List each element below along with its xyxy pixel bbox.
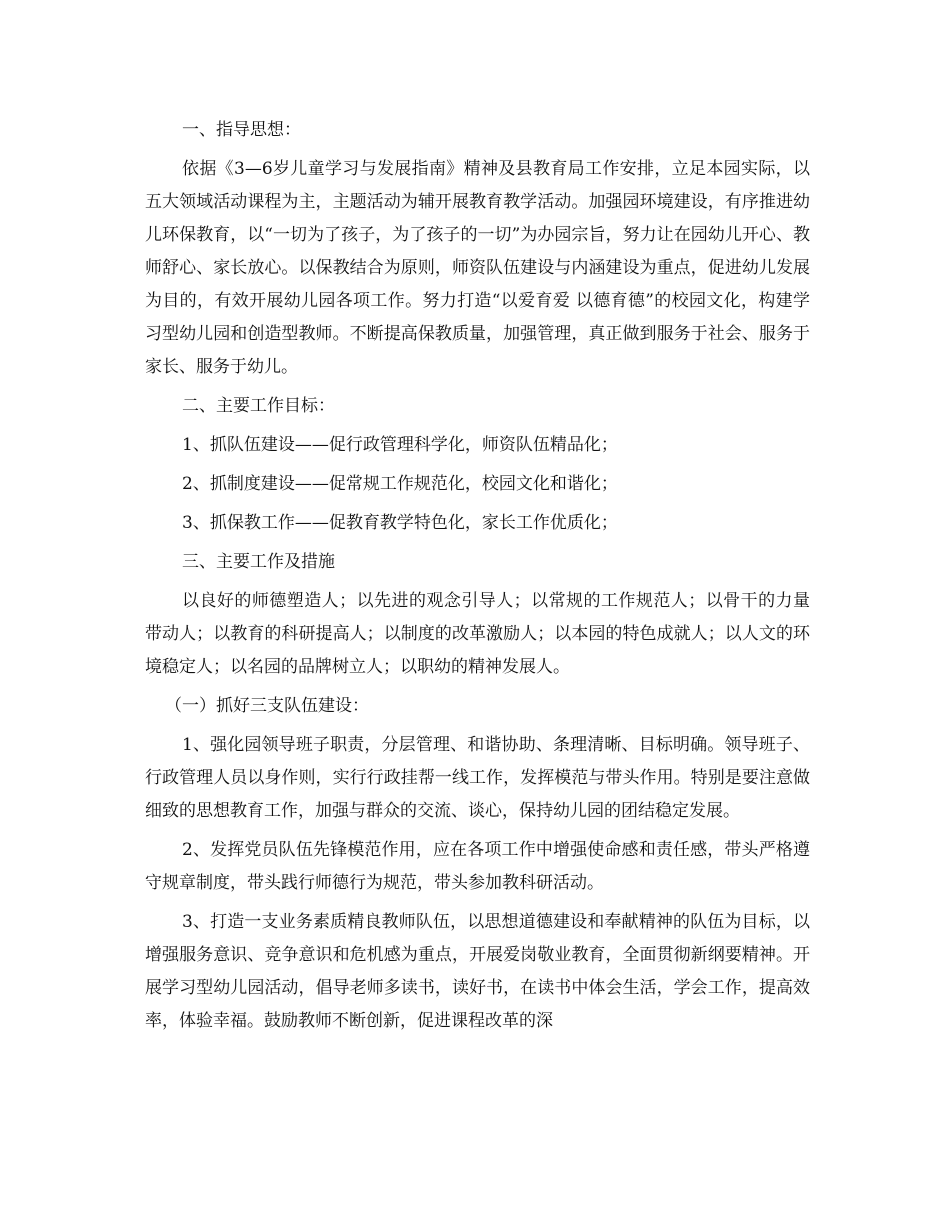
document-body — [145, 114, 810, 1038]
goal-item-3: 3、抓保教工作——促教育教学特色化，家长工作优质化； — [182, 513, 618, 533]
paragraph-principles: 以良好的师德塑造人；以先进的观念引导人；以常规的工作规范人；以骨干的力量带动人；以教育的科研提高人；以制度的改革激励人；以本园的特色成就人；以人文的环境稳定人；以名园的品牌树立人；以职幼的精神发展人。 — [145, 591, 810, 677]
section-heading-work-measures: 三、主要工作及措施 — [182, 552, 335, 572]
goal-item-2: 2、抓制度建设——促常规工作规范化，校园文化和谐化； — [182, 474, 618, 494]
section-heading-guiding-ideology: 一、指导思想： — [182, 120, 301, 140]
paragraph-party-members: 2、发挥党员队伍先锋模范作用，应在各项工作中增强使命感和责任感，带头严格遵守规章制度，带头践行师德行为规范，带头参加教科研活动。 — [145, 840, 810, 893]
paragraph-guiding-ideology: 依据《3—6岁儿童学习与发展指南》精神及县教育局工作安排，立足本园实际，以五大领域活动课程为主，主题活动为辅开展教育教学活动。加强园环境建设，有序推进幼儿环保教育，以“一切为了孩子，为了孩子的一切”为办园宗旨，努力让在园幼儿开心、教师舒心、家长放心。以保教结合为原则，师资队伍建设与内涵建设为重点，促进幼儿发展为目的，有效开展幼儿园各项工作。努力打造“以爱育爱 以德育德”的校园文化，构建学习型幼儿园和创造型教师。不断提高保教质量，加强管理，真正做到服务于社会、服务于家长、服务于幼儿。 — [145, 159, 810, 377]
subsection-heading-three-teams: （一）抓好三支队伍建设： — [165, 696, 369, 716]
paragraph-team-leadership: 1、强化园领导班子职责，分层管理、和谐协助、条理清晰、目标明确。领导班子、行政管理人员以身作则，实行行政挂帮一线工作，发挥模范与带头作用。特别是要注意做细致的思想教育工作，加强与群众的交流、谈心，保持幼儿园的团结稳定发展。 — [145, 735, 810, 821]
paragraph-teacher-team: 3、打造一支业务素质精良教师队伍，以思想道德建设和奉献精神的队伍为目标，以增强服务意识、竞争意识和危机感为重点，开展爱岗敬业教育，全面贯彻新纲要精神。开展学习型幼儿园活动，倡导老师多读书，读好书，在读书中体会生活，学会工作，提高效率，体验幸福。鼓励教师不断创新，促进课程改革的深 — [145, 912, 810, 1031]
section-heading-main-goals: 二、主要工作目标： — [182, 396, 335, 416]
goal-item-1: 1、抓队伍建设——促行政管理科学化，师资队伍精品化； — [182, 435, 618, 455]
